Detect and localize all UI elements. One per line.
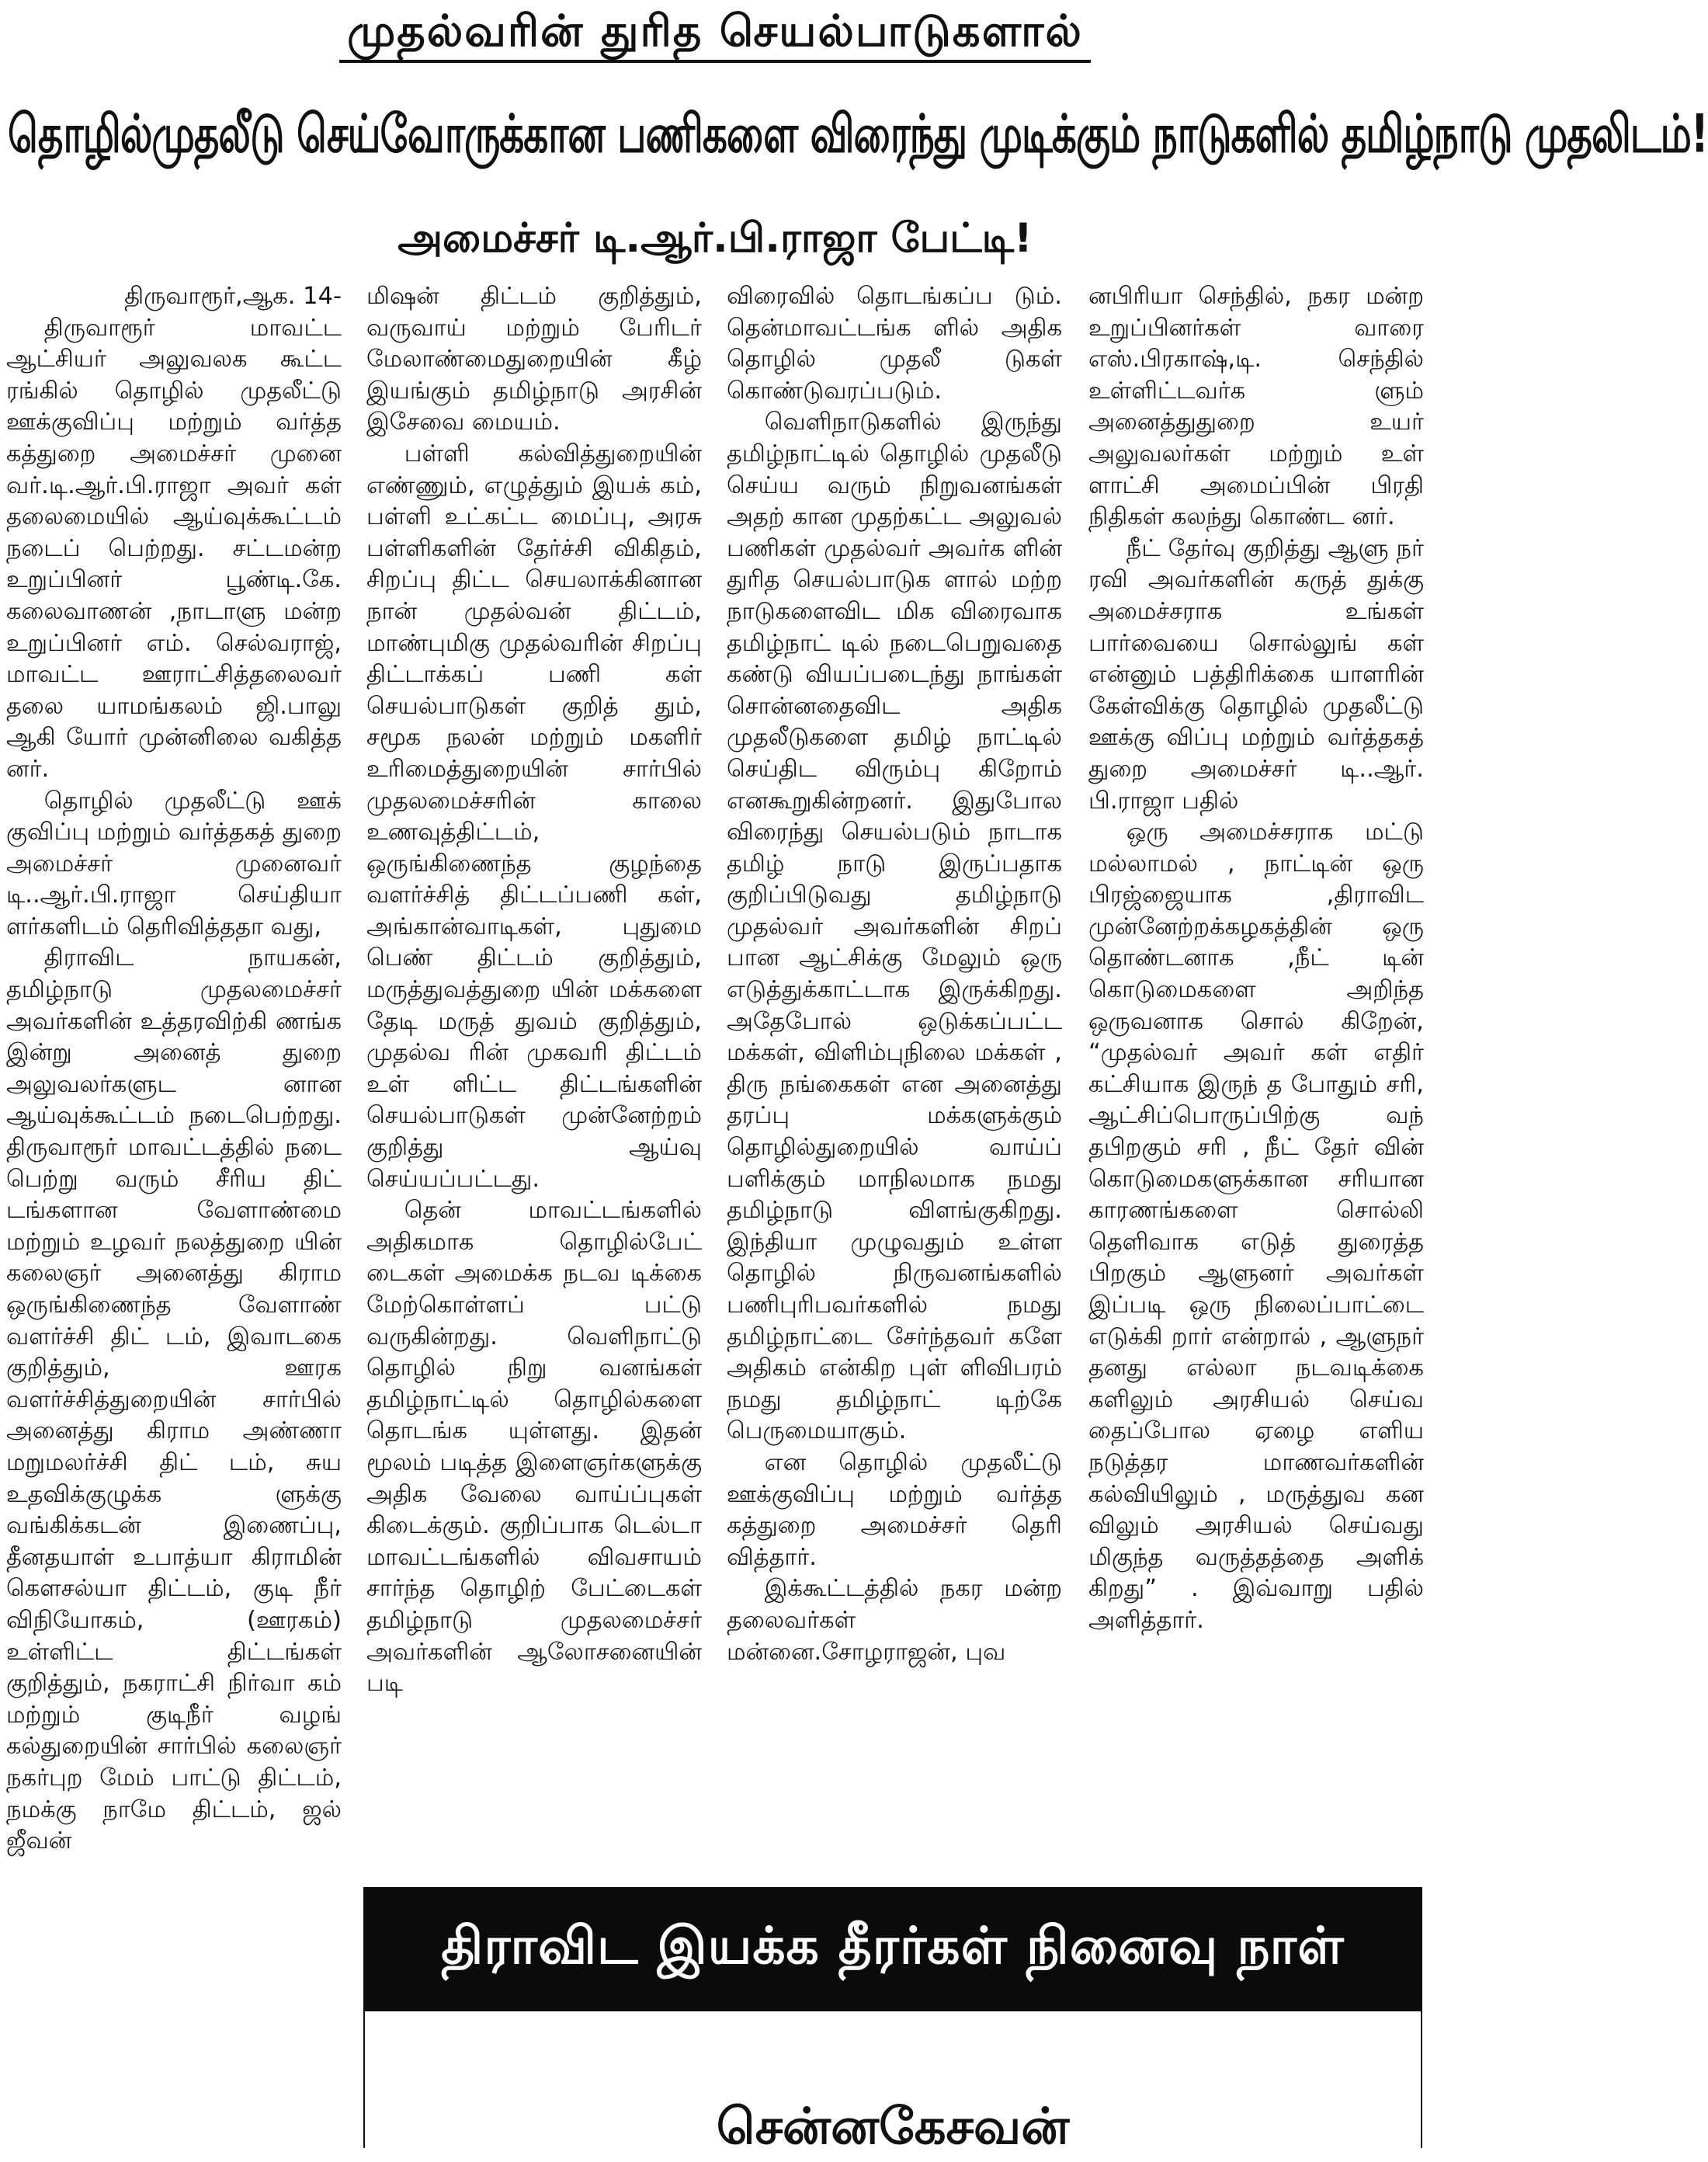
column-4: [1088, 281, 1424, 1869]
paragraph: விரைவில் தொடங்கப்ப டும். தென்மாவட்டங்க ளில் அதிக தொழில் முதலீ டுகள் கொண்டுவரப்படும்.: [727, 283, 1062, 405]
column-1: [6, 281, 342, 2148]
column-3: [727, 281, 1062, 1869]
feature-title-text: திராவிட இயக்க தீரர்கள் நினைவு நாள்: [441, 1916, 1345, 1976]
paragraph: ஒரு அமைச்சராக மட்டு மல்லாமல் , நாட்டின் ஒரு பிரஜ்ஜையாக ,திராவிட முன்னேற்றக்கழகத்தின் ஒரு தொண்டனாக ,நீட் டின் கொடுமைகளை அறிந்த ஒருவனாக சொல் கிறேன், “முதல்வர் அவர் கள் எதிர் கட்சியாக இருந் த போதும் சரி, ஆட்சிப்பொருப்பிற்கு வந் தபிறகும் சரி , நீட் தேர் வின் கொடுமைகளுக்கான சரியான காரணங்களை சொல்லி தெளிவாக எடுத் துரைத்த பிறகும் ஆளுனர் அவர்கள் இப்படி ஒரு நிலைப்பாட்டை எடுக்கி றார் என்றால் , ஆளுநர் தனது எல்லா நடவடிக்கை களிலும் அரசியல் செய்வ தைப்போல ஏழை எளிய நடுத்தர மாணவர்களின் கல்வியிலும் , மருத்துவ கன விலும் அரசியல் செய்வது மிகுந்த வருத்தத்தை அளிக் கிறது” . இவ்வாறு பதில் அளித்தார்.: [1088, 819, 1424, 1634]
article-body: [6, 281, 1424, 2148]
paragraph: னபிரியா செந்தில், நகர மன்ற உறுப்பினர்கள் வாரை எஸ்.பிரகாஷ்,டி. செந்தில் உள்ளிட்டவர்க ளும் அனைத்துதுறை உயர் அலுவலர்கள் மற்றும் உள் ளாட்சி அமைப்பின் பிரதி நிதிகள் கலந்து கொண்ட னர்.: [1088, 283, 1424, 531]
article-kicker: [0, 6, 1430, 62]
paragraph: திருவாரூர் மாவட்ட ஆட்சியர் அலுவலக கூட்ட ரங்கில் தொழில் முதலீட்டு ஊக்குவிப்பு மற்றும் வர்த்த கத்துறை அமைச்சர் முனை வர்.டி.ஆர்.பி.ராஜா அவர் கள் தலைமையில் ஆய்வுக்கூட்டம் நடைப் பெற்றது. சட்டமன்ற உறுப்பினர் பூண்டி.கே. கலைவாணன் ,நாடாளு மன்ற உறுப்பினர் எம். செல்வராஜ், மாவட்ட ஊராட்சித்தலைவர் தலை யாமங்கலம் ஜி.பாலு ஆகி யோர் முன்னிலை வகித்த னர்.: [6, 314, 342, 783]
paragraph: திராவிட நாயகன், தமிழ்நாடு முதலமைச்சர் அவர்களின் உத்தரவிற்கி ணங்க இன்று அனைத் துறை அலுவலர்களுட னான ஆய்வுக்கூட்டம் நடைபெற்றது. திருவாரூர் மாவட்டத்தில் நடை பெற்று வரும் சீரிய திட் டங்களான வேளாண்மை மற்றும் உழவர் நலத்துறை யின் கலைஞர் அனைத்து கிராம ஒருங்கிணைந்த வேளாண் வளர்ச்சி திட் டம், இவாடகை குறித்தும், ஊரக வளர்ச்சித்துறையின் சார்பில் அனைத்து கிராம அண்ணா மறுமலர்ச்சி திட் டம், சுய உதவிக்குழுக்க ளுக்கு வங்கிக்கடன் இணைப்பு, தீனதயாள் உபாத்யா கிராமின் கௌசல்யா திட்டம், குடி நீர் விநியோகம், (ஊரகம்) உள்ளிட்ட திட்டங்கள் குறித்தும், நகராட்சி நிர்வா கம் மற்றும் குடிநீர் வழங் கல்துறையின் சார்பில் கலைஞர் நகர்புற மேம் பாட்டு திட்டம், நமக்கு நாமே திட்டம், ஜல் ஜீவன்: [6, 944, 342, 1855]
kicker-text: முதல்வரின் துரித செயல்பாடுகளால்: [339, 6, 1091, 63]
feature-box-author: [363, 2011, 1422, 2156]
paragraph: தொழில் முதலீட்டு ஊக் குவிப்பு மற்றும் வர்த்தகத் துறை அமைச்சர் முனைவர் டி..ஆர்.பி.ராஜா செய்தியா ளர்களிடம் தெரிவித்ததா வது,: [6, 787, 342, 940]
author-name: சென்னகேசவன்: [716, 2098, 1070, 2156]
paragraph: பள்ளி கல்வித்துறையின் எண்ணும், எழுத்தும் இயக் கம், பள்ளி உட்கட்ட மைப்பு, அரசு பள்ளிகளின் தேர்ச்சி விகிதம், சிறப்பு திட்ட செயலாக்கினான நான் முதல்வன் திட்டம், மாண்புமிகு முதல்வரின் சிறப்பு திட்டாக்கப் பணி கள் செயல்பாடுகள் குறித் தும், சமூக நலன் மற்றும் மகளிர் உரிமைத்துறையின் சார்பில் முதலமைச்சரின் காலை உணவுத்திட்டம், ஒருங்கிணைந்த குழந்தை வளர்ச்சித் திட்டப்பணி கள், அங்கான்வாடிகள், புதுமை பெண் திட்டம் குறித்தும், மருத்துவத்துறை யின் மக்களை தேடி மருத் துவம் குறித்தும், முதல்வ ரின் முகவரி திட்டம் உள் ளிட்ட திட்டங்களின் செயல்பாடுகள் முன்னேற்றம் குறித்து ஆய்வு செய்யப்பட்டது.: [366, 440, 702, 1193]
column-2: [366, 281, 702, 1869]
paragraph: என தொழில் முதலீட்டு ஊக்குவிப்பு மற்றும் வர்த்த கத்துறை அமைச்சர் தெரி வித்தார்.: [727, 1448, 1062, 1571]
feature-box-title: [363, 1887, 1422, 2011]
paragraph: நீட் தேர்வு குறித்து ஆளு நர் ரவி அவர்களின் கருத் துக்கு அமைச்சராக உங்கள் பார்வையை சொல்லுங் கள் என்னும் பத்திரிக்கை யாளரின் கேள்விக்கு தொழில் முதலீட்டு ஊக்கு விப்பு மற்றும் வர்த்தகத் துறை அமைச்சர் டி..ஆர். பி.ராஜா பதில்: [1088, 534, 1424, 815]
paragraph: வெளிநாடுகளில் இருந்து தமிழ்நாட்டில் தொழில் முதலீடு செய்ய வரும் நிறுவனங்கள் அதற் கான முதற்கட்ட அலுவல் பணிகள் முதல்வர் அவர்க ளின் துரித செயல்பாடுக ளால் மற்ற நாடுகளைவிட மிக விரைவாக தமிழ்நாட் டில் நடைபெறுவதை கண்டு வியப்படைந்து நாங்கள் சொன்னதைவிட அதிக முதலீடுகளை தமிழ் நாட்டில் செய்திட விரும்பு கிறோம் எனகூறுகின்றனர். இதுபோல விரைந்து செயல்படும் நாடாக தமிழ் நாடு இருப்பதாக குறிப்பிடுவது தமிழ்நாடு முதல்வர் அவர்களின் சிறப் பான ஆட்சிக்கு மேலும் ஒரு எடுத்துக்காட்டாக இருக்கிறது. அதேபோல் ஒடுக்கப்பட்ட மக்கள், விளிம்புநிலை மக்கள் , திரு நங்கைகள் என அனைத்து தரப்பு மக்களுக்கும் தொழில்துறையில் வாய்ப் பளிக்கும் மாநிலமாக நமது தமிழ்நாடு விளங்குகிறது. இந்தியா முழுவதும் உள்ள தொழில் நிருவனங்களில் பணிபுரிபவர்களில் நமது தமிழ்நாட்டை சேர்ந்தவர் களே அதிகம் என்கிற புள் ளிவிபரம் நமது தமிழ்நாட் டிற்கே பெருமையாகும்.: [727, 408, 1062, 1445]
paragraph: இக்கூட்டத்தில் நகர மன்ற தலைவர்கள் மன்னை.சோழராஜன், புவ: [727, 1575, 1062, 1666]
article-headline: தொழில்முதலீடு செய்வோருக்கான பணிகளை விரைந்து முடிக்கும் நாடுகளில் தமிழ்நாடு முதலிடம்!: [8, 103, 1708, 165]
paragraph: மிஷன் திட்டம் குறித்தும், வருவாய் மற்றும் பேரிடர் மேலாண்மைதுறையின் கீழ் இயங்கும் தமிழ்நாடு அரசின் இசேவை மையம்.: [366, 283, 702, 436]
dateline: திருவாரூர்,ஆக. 14-: [124, 283, 342, 310]
paragraph: தென் மாவட்டங்களில் அதிகமாக தொழில்பேட் டைகள் அமைக்க நடவ டிக்கை மேற்கொள்ளப் பட்டு வருகின்றது. வெளிநாட்டு தொழில் நிறு வனங்கள் தமிழ்நாட்டில் தொழில்களை தொடங்க யுள்ளது. இதன் மூலம் படித்த இளைஞர்களுக்கு அதிக வேலை வாய்ப்புகள் கிடைக்கும். குறிப்பாக டெல்டா மாவட்டங்களில் விவசாயம் சார்ந்த தொழிற் பேட்டைகள் தமிழ்நாடு முதலமைச்சர் அவர்களின் ஆலோசனையின் படி: [366, 1197, 702, 1698]
article-subhead: அமைச்சர் டி.ஆர்.பி.ராஜா பேட்டி!: [397, 215, 1033, 262]
